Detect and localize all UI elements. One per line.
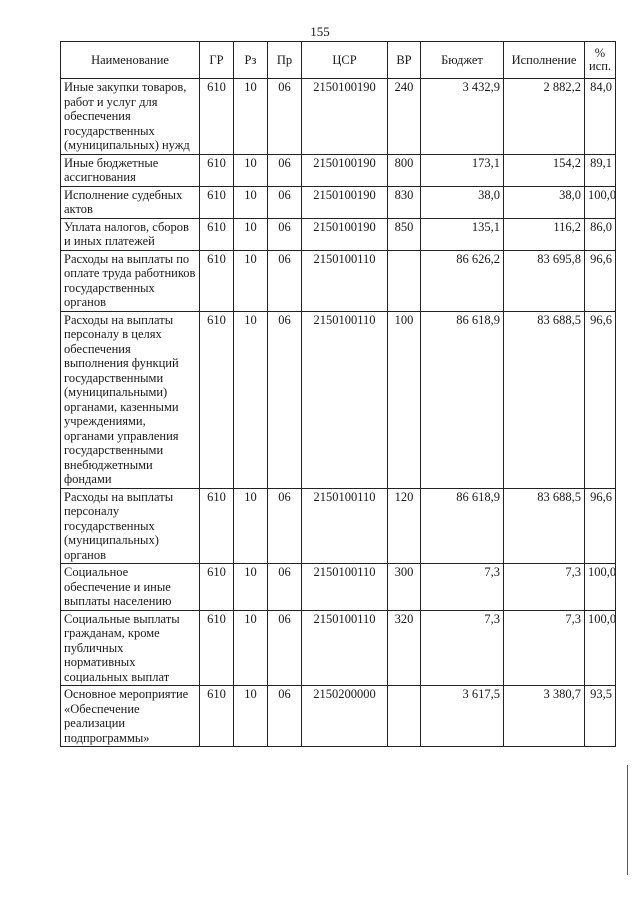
cell-csr: 2150100110 — [302, 311, 388, 488]
cell-execution: 7,3 — [504, 564, 585, 611]
cell-execution: 3 380,7 — [504, 686, 585, 747]
cell-csr: 2150100110 — [302, 564, 388, 611]
cell-gr: 610 — [200, 154, 234, 186]
cell-execution: 116,2 — [504, 218, 585, 250]
table-row — [61, 610, 616, 686]
cell-vr: 300 — [388, 564, 421, 611]
table-row — [61, 250, 616, 311]
cell-csr: 2150100110 — [302, 488, 388, 564]
cell-gr: 610 — [200, 564, 234, 611]
header-execution: Исполнение — [504, 42, 585, 79]
cell-rz: 10 — [234, 311, 268, 488]
cell-budget: 135,1 — [421, 218, 504, 250]
cell-name: Иные закупки товаров, работ и услуг для обеспечения государственных (муниципальных) нужд — [61, 79, 200, 155]
cell-rz: 10 — [234, 488, 268, 564]
header-rz: Рз — [234, 42, 268, 79]
cell-budget: 38,0 — [421, 186, 504, 218]
cell-budget: 173,1 — [421, 154, 504, 186]
cell-execution: 154,2 — [504, 154, 585, 186]
cell-name: Иные бюджетные ассигнования — [61, 154, 200, 186]
cell-csr: 2150100190 — [302, 186, 388, 218]
cell-name: Уплата налогов, сборов и иных платежей — [61, 218, 200, 250]
table-row — [61, 311, 616, 488]
cell-name: Исполнение судебных актов — [61, 186, 200, 218]
cell-vr: 100 — [388, 311, 421, 488]
page-number: 155 — [310, 24, 330, 39]
header-percent-label: исп. — [588, 59, 612, 73]
cell-vr: 120 — [388, 488, 421, 564]
cell-budget: 86 626,2 — [421, 250, 504, 311]
header-pr: Пр — [268, 42, 302, 79]
cell-percent: 100,0 — [585, 186, 616, 218]
cell-budget: 7,3 — [421, 564, 504, 611]
cell-pr: 06 — [268, 488, 302, 564]
cell-name: Расходы на выплаты персоналу государственных (муниципальных) органов — [61, 488, 200, 564]
cell-execution: 2 882,2 — [504, 79, 585, 155]
cell-percent: 89,1 — [585, 154, 616, 186]
header-percent — [585, 42, 616, 79]
cell-vr: 830 — [388, 186, 421, 218]
cell-vr: 320 — [388, 610, 421, 686]
cell-csr: 2150100190 — [302, 154, 388, 186]
cell-name: Социальное обеспечение и иные выплаты населению — [61, 564, 200, 611]
cell-gr: 610 — [200, 610, 234, 686]
cell-vr: 850 — [388, 218, 421, 250]
cell-execution: 83 688,5 — [504, 488, 585, 564]
cell-percent: 96,6 — [585, 250, 616, 311]
table-row — [61, 154, 616, 186]
cell-gr: 610 — [200, 218, 234, 250]
cell-percent: 96,6 — [585, 311, 616, 488]
cell-name: Расходы на выплаты по оплате труда работников государственных органов — [61, 250, 200, 311]
table-row — [61, 186, 616, 218]
cell-vr — [388, 686, 421, 747]
cell-budget: 7,3 — [421, 610, 504, 686]
cell-budget: 86 618,9 — [421, 488, 504, 564]
cell-budget: 3 432,9 — [421, 79, 504, 155]
cell-rz: 10 — [234, 564, 268, 611]
budget-execution-table — [60, 41, 616, 747]
cell-rz: 10 — [234, 154, 268, 186]
cell-gr: 610 — [200, 311, 234, 488]
cell-gr: 610 — [200, 488, 234, 564]
cell-pr: 06 — [268, 79, 302, 155]
cell-csr: 2150100110 — [302, 250, 388, 311]
table-row — [61, 564, 616, 611]
cell-execution: 7,3 — [504, 610, 585, 686]
cell-percent: 86,0 — [585, 218, 616, 250]
table-row — [61, 488, 616, 564]
cell-percent: 84,0 — [585, 79, 616, 155]
table-header-row — [61, 42, 616, 79]
cell-rz: 10 — [234, 250, 268, 311]
cell-percent: 96,6 — [585, 488, 616, 564]
header-budget: Бюджет — [421, 42, 504, 79]
cell-rz: 10 — [234, 79, 268, 155]
cell-csr: 2150100190 — [302, 218, 388, 250]
cell-gr: 610 — [200, 186, 234, 218]
header-percent-symbol: % — [594, 46, 606, 60]
cell-vr — [388, 250, 421, 311]
cell-csr: 2150200000 — [302, 686, 388, 747]
cell-percent: 93,5 — [585, 686, 616, 747]
cell-gr: 610 — [200, 250, 234, 311]
cell-vr: 240 — [388, 79, 421, 155]
cell-name: Социальные выплаты гражданам, кроме публичных нормативных социальных выплат — [61, 610, 200, 686]
cell-name: Основное мероприятие «Обеспечение реализации подпрограммы» — [61, 686, 200, 747]
cell-gr: 610 — [200, 79, 234, 155]
cell-budget: 3 617,5 — [421, 686, 504, 747]
cell-rz: 10 — [234, 686, 268, 747]
cell-pr: 06 — [268, 154, 302, 186]
cell-rz: 10 — [234, 610, 268, 686]
cell-name: Расходы на выплаты персоналу в целях обеспечения выполнения функций государственными (муниципальными) органами, казенными учреждениями, органами управления государственными внебюджетными фондами — [61, 311, 200, 488]
cell-gr: 610 — [200, 686, 234, 747]
cell-execution: 83 695,8 — [504, 250, 585, 311]
cell-budget: 86 618,9 — [421, 311, 504, 488]
cell-percent: 100,0 — [585, 564, 616, 611]
cell-pr: 06 — [268, 610, 302, 686]
cell-pr: 06 — [268, 218, 302, 250]
cell-pr: 06 — [268, 250, 302, 311]
header-gr: ГР — [200, 42, 234, 79]
cell-pr: 06 — [268, 686, 302, 747]
cell-vr: 800 — [388, 154, 421, 186]
cell-csr: 2150100110 — [302, 610, 388, 686]
cell-rz: 10 — [234, 186, 268, 218]
cell-execution: 83 688,5 — [504, 311, 585, 488]
scan-edge-line — [627, 765, 628, 875]
header-csr: ЦСР — [302, 42, 388, 79]
cell-execution: 38,0 — [504, 186, 585, 218]
header-name: Наименование — [61, 42, 200, 79]
cell-pr: 06 — [268, 311, 302, 488]
cell-pr: 06 — [268, 564, 302, 611]
cell-pr: 06 — [268, 186, 302, 218]
table-row — [61, 218, 616, 250]
header-vr: ВР — [388, 42, 421, 79]
table-row — [61, 686, 616, 747]
cell-csr: 2150100190 — [302, 79, 388, 155]
cell-percent: 100,0 — [585, 610, 616, 686]
table-row — [61, 79, 616, 155]
cell-rz: 10 — [234, 218, 268, 250]
